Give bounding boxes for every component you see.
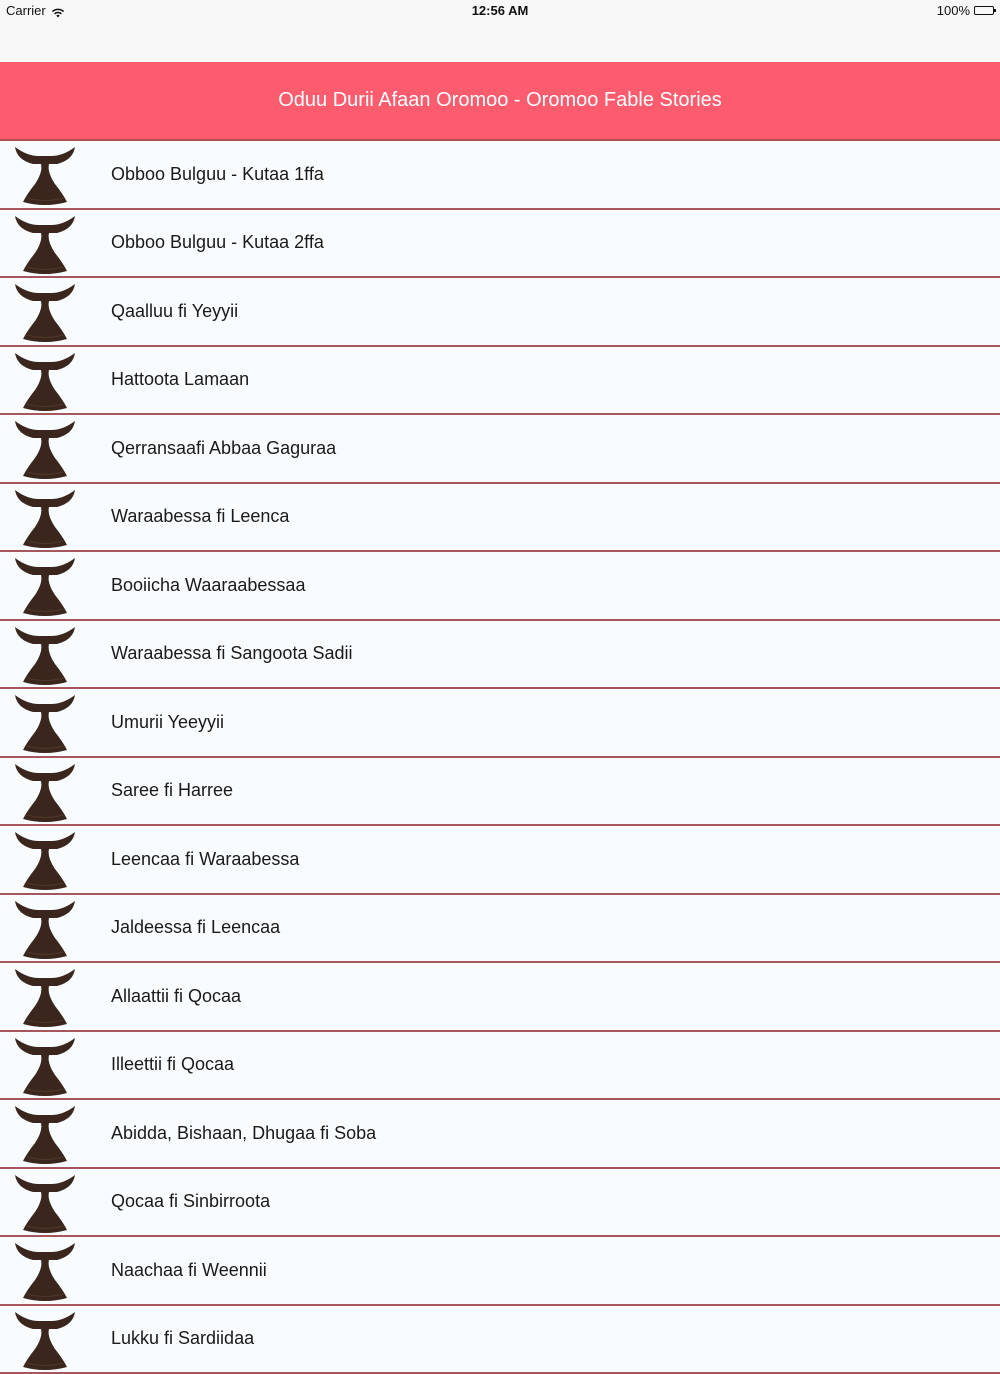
list-item[interactable]	[0, 278, 1000, 347]
battery-group	[937, 3, 994, 18]
list-item[interactable]	[0, 895, 1000, 964]
headrest-icon	[0, 621, 90, 687]
list-item[interactable]	[0, 210, 1000, 279]
list-item[interactable]	[0, 415, 1000, 484]
headrest-icon	[0, 415, 90, 481]
headrest-icon	[0, 1100, 90, 1166]
list-item[interactable]	[0, 484, 1000, 553]
headrest-icon	[0, 1306, 90, 1372]
battery-percent: 100%	[937, 3, 970, 18]
list-item-title: Naachaa fi Weennii	[111, 1260, 267, 1281]
headrest-icon	[0, 895, 90, 961]
list-item[interactable]	[0, 141, 1000, 210]
list-item[interactable]	[0, 552, 1000, 621]
page-title: Oduu Durii Afaan Oromoo - Oromoo Fable Stories	[278, 89, 722, 112]
status-bar	[0, 0, 1000, 62]
headrest-icon	[0, 689, 90, 755]
list-item[interactable]	[0, 689, 1000, 758]
list-item-title: Umurii Yeeyyii	[111, 712, 224, 733]
list-item[interactable]	[0, 621, 1000, 690]
headrest-icon	[0, 1169, 90, 1235]
list-item-title: Booiicha Waaraabessaa	[111, 575, 305, 596]
list-item[interactable]	[0, 1100, 1000, 1169]
headrest-icon	[0, 826, 90, 892]
headrest-icon	[0, 1032, 90, 1098]
carrier-label: Carrier	[6, 3, 46, 18]
list-item-title: Obboo Bulguu - Kutaa 2ffa	[111, 232, 324, 253]
list-item[interactable]	[0, 1237, 1000, 1306]
status-time: 12:56 AM	[0, 3, 1000, 18]
headrest-icon	[0, 484, 90, 550]
list-item-title: Qerransaafi Abbaa Gaguraa	[111, 438, 336, 459]
headrest-icon	[0, 963, 90, 1029]
headrest-icon	[0, 758, 90, 824]
list-item-title: Lukku fi Sardiidaa	[111, 1328, 254, 1349]
list-item[interactable]	[0, 1169, 1000, 1238]
list-item-title: Qocaa fi Sinbirroota	[111, 1191, 270, 1212]
headrest-icon	[0, 552, 90, 618]
headrest-icon	[0, 347, 90, 413]
list-item-title: Jaldeessa fi Leencaa	[111, 917, 280, 938]
list-item[interactable]	[0, 963, 1000, 1032]
list-item-title: Abidda, Bishaan, Dhugaa fi Soba	[111, 1123, 376, 1144]
list-item[interactable]	[0, 758, 1000, 827]
list-item-title: Qaalluu fi Yeyyii	[111, 301, 238, 322]
list-item-title: Illeettii fi Qocaa	[111, 1054, 234, 1075]
list-item[interactable]	[0, 347, 1000, 416]
headrest-icon	[0, 141, 90, 207]
list-item-title: Waraabessa fi Leenca	[111, 506, 289, 527]
list-item[interactable]	[0, 826, 1000, 895]
story-list[interactable]	[0, 141, 1000, 1374]
headrest-icon	[0, 1237, 90, 1303]
list-item[interactable]	[0, 1306, 1000, 1374]
list-item-title: Waraabessa fi Sangoota Sadii	[111, 643, 352, 664]
list-item-title: Leencaa fi Waraabessa	[111, 849, 299, 870]
headrest-icon	[0, 278, 90, 344]
nav-header	[0, 62, 1000, 141]
battery-icon	[974, 6, 994, 15]
list-item-title: Saree fi Harree	[111, 780, 233, 801]
headrest-icon	[0, 210, 90, 276]
list-item-title: Allaattii fi Qocaa	[111, 986, 241, 1007]
list-item-title: Hattoota Lamaan	[111, 369, 249, 390]
list-item[interactable]	[0, 1032, 1000, 1101]
list-item-title: Obboo Bulguu - Kutaa 1ffa	[111, 164, 324, 185]
